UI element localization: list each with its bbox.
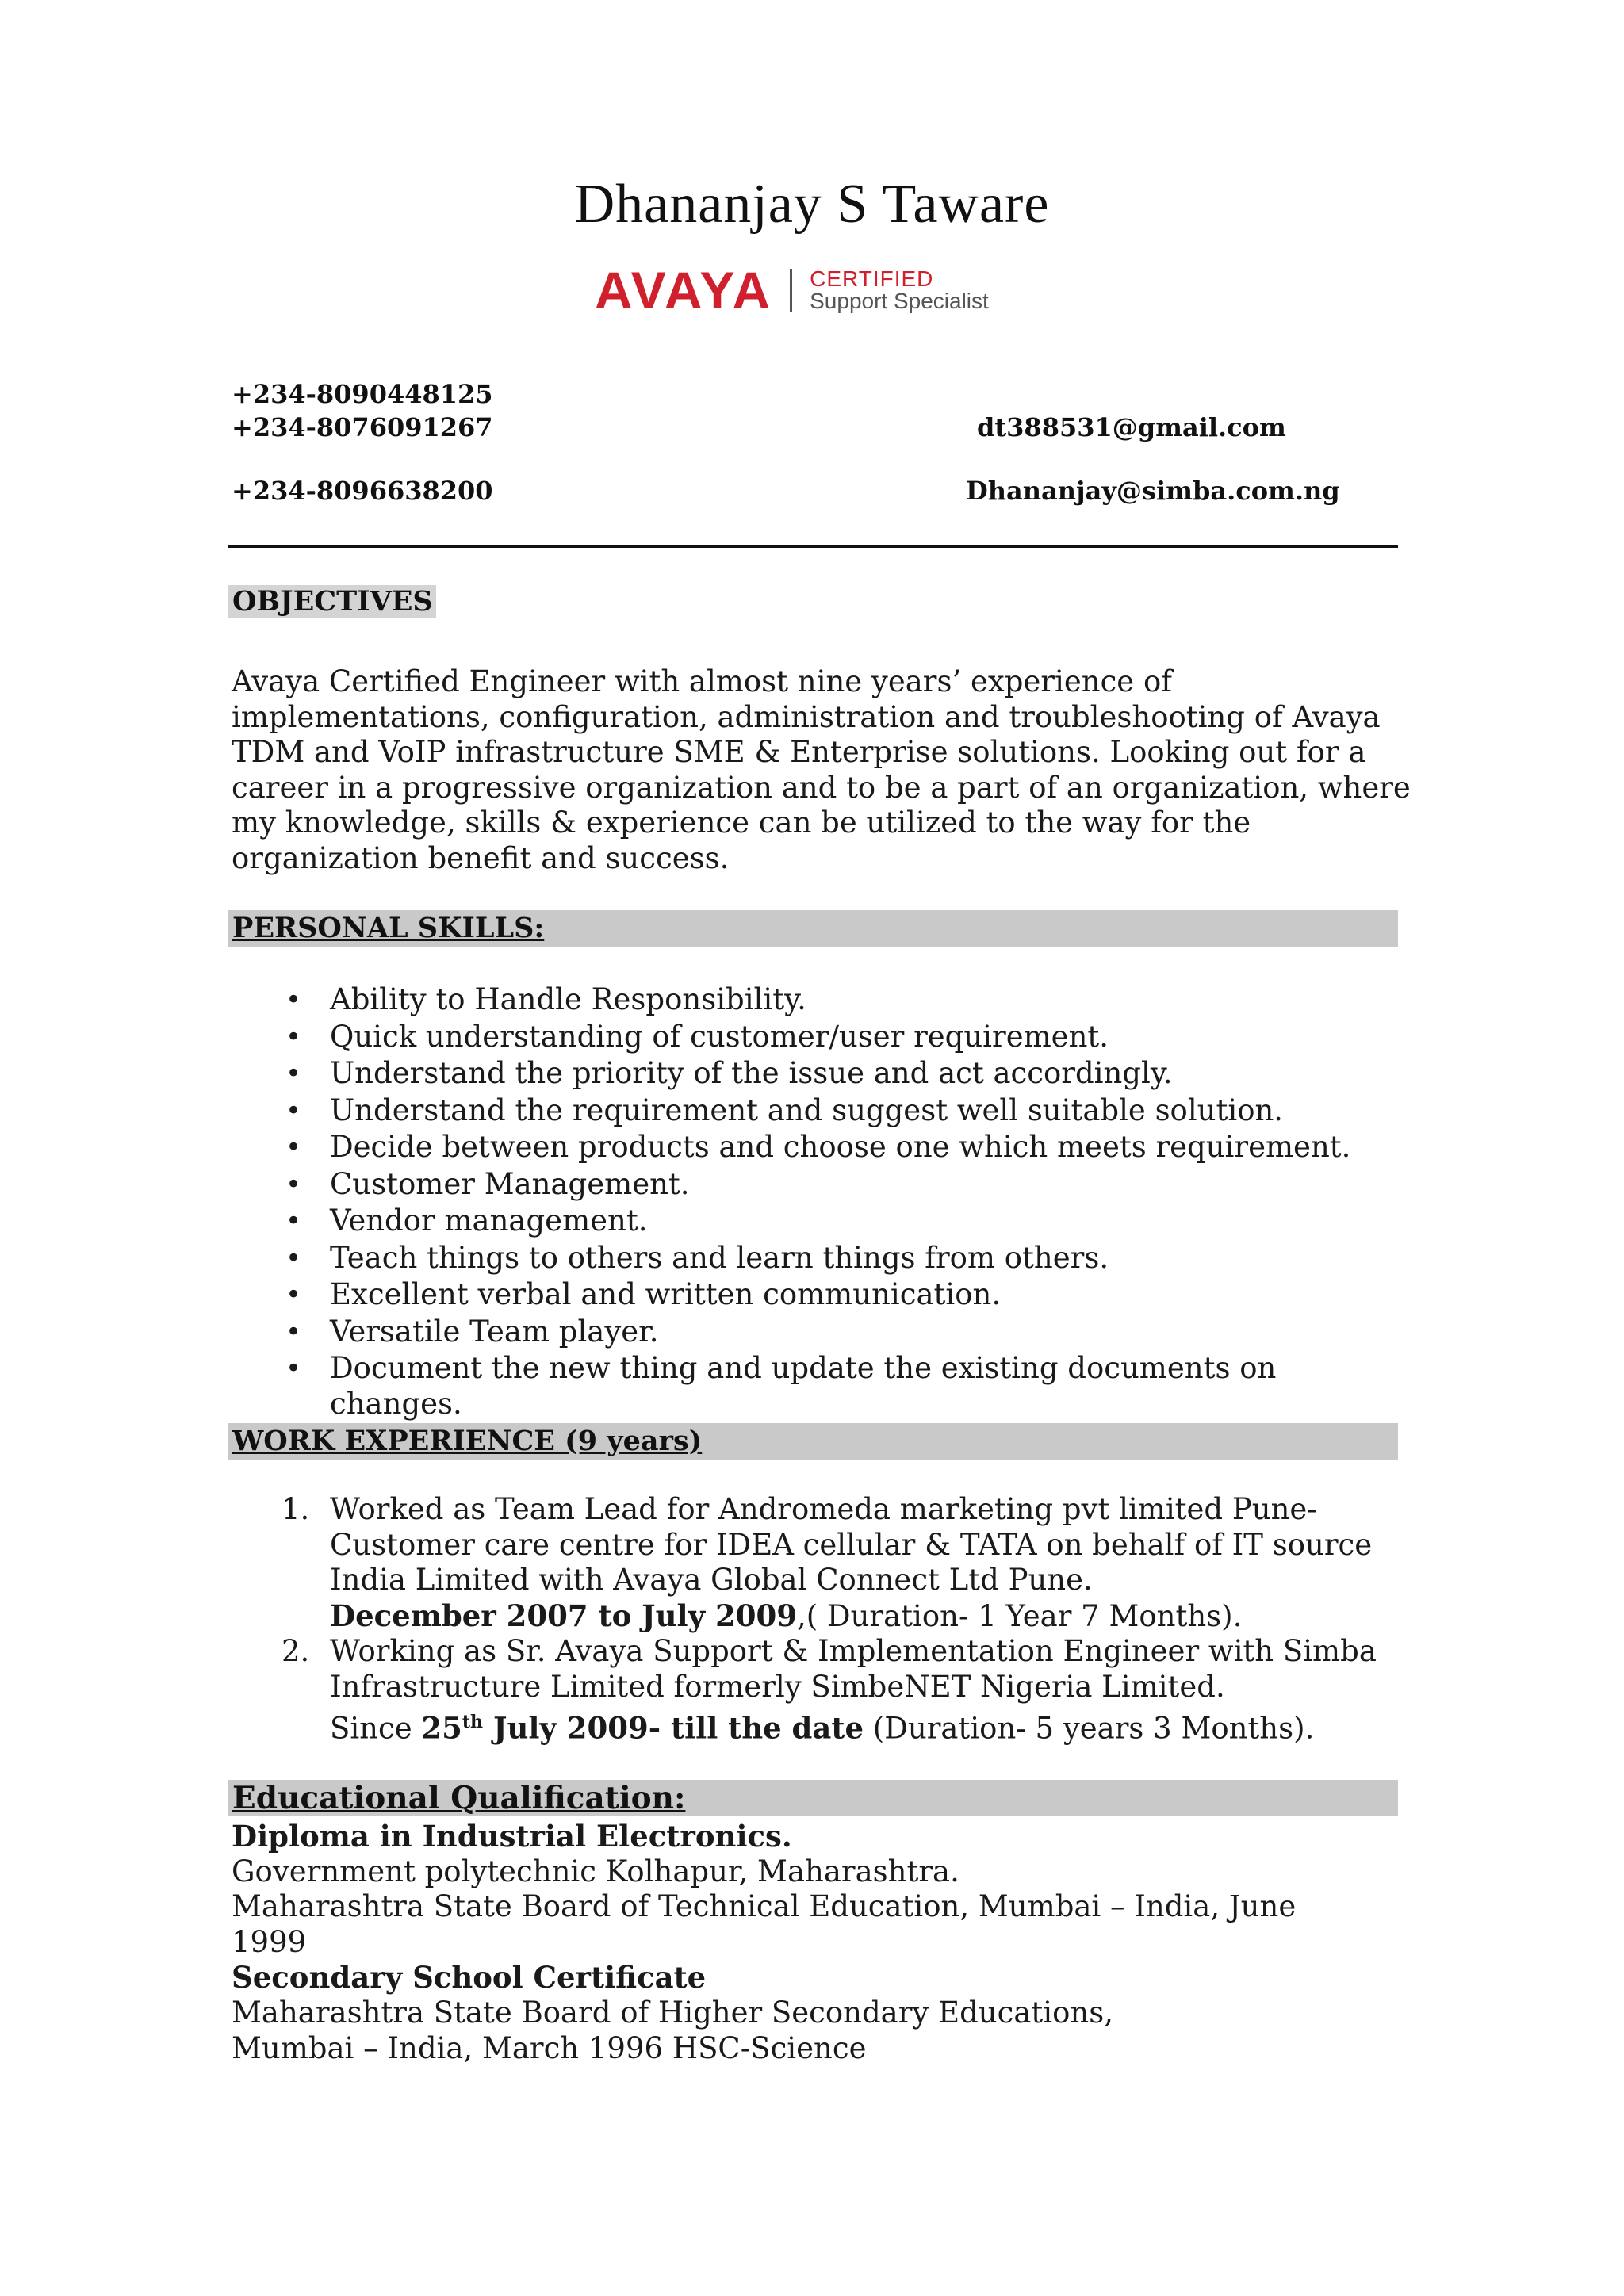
phone-3: +234-8096638200: [232, 476, 493, 506]
certification-label: [810, 268, 989, 312]
header-divider: [228, 545, 1398, 548]
logo-divider: [790, 269, 792, 312]
objectives-text: Avaya Certified Engineer with almost nine years’ experience of implementations, configuration, administration and troubleshooting of Avaya TDM and VoIP infrastructure SME & Enterprise solutions. Looking out for a career in a progressive organization and to be a part of an organization, where my knowledge, skills & experience can be utilized to the way for the organization benefit and success.: [232, 664, 1411, 875]
list-item: • Understand the priority of the issue and act accordingly.: [285, 1055, 1350, 1093]
support-specialist-text: Support Specialist: [810, 289, 989, 313]
email-simba[interactable]: Dhananjay@simba.com.ng: [966, 476, 1340, 506]
list-item: • Excellent verbal and written communication.: [285, 1276, 1350, 1314]
avaya-certified-logo: [595, 262, 989, 319]
list-item: • Ability to Handle Responsibility.: [285, 982, 1350, 1019]
list-item: • Decide between products and choose one which meets requirement.: [285, 1129, 1350, 1166]
list-item: • Quick understanding of customer/user requirement.: [285, 1019, 1350, 1056]
avaya-logo-wordmark: AVAYA: [595, 261, 773, 320]
phone-1: +234-8090448125: [232, 379, 493, 409]
list-item: • Versatile Team player.: [285, 1314, 1350, 1351]
list-item: • Document the new thing and update the existing documents on: [285, 1350, 1350, 1387]
candidate-name: Dhananjay S Taware: [574, 174, 1050, 235]
personal-skills-heading: PERSONAL SKILLS:: [228, 910, 1398, 947]
ssc-title: Secondary School Certificate: [232, 1960, 707, 1996]
list-item: • Vendor management.: [285, 1203, 1350, 1240]
list-item: • Teach things to others and learn things from others.: [285, 1240, 1350, 1277]
work-item: 2. Working as Sr. Avaya Support & Implementation Engineer with Simba Infrastructure Limited formerly SimbeNET Nigeria Limited. Since 25th July 2009- till the date (Duration- 5 years 3 Months).: [282, 1634, 1377, 1746]
work-item: 1. Worked as Team Lead for Andromeda marketing pvt limited Pune- Customer care centre for IDEA cellular & TATA on behalf of IT source India Limited with Avaya Global Connect Ltd Pune. December 2007 to July 2009,( Duration- 1 Year 7 Months).: [282, 1492, 1373, 1633]
objectives-heading: OBJECTIVES: [228, 584, 436, 620]
education-section: Diploma in Industrial Electronics. Government polytechnic Kolhapur, Maharashtra. Maharashtra State Board of Technical Education, Mumbai – India, June 1999 Secondary School Certificate Maharashtra State Board of Higher Secondary Educations, Mumbai – India, March 1996 HSC-Science: [232, 1819, 1297, 2065]
list-item: • Customer Management.: [285, 1166, 1350, 1203]
work-experience-heading: WORK EXPERIENCE (9 years): [228, 1423, 1398, 1460]
certified-text: CERTIFIED: [810, 266, 934, 291]
email-gmail[interactable]: dt388531@gmail.com: [977, 412, 1286, 442]
work-experience-list: [282, 1492, 1377, 1747]
skills-list: [285, 982, 1350, 1421]
education-heading: Educational Qualification:: [228, 1780, 1398, 1816]
list-item: • Understand the requirement and suggest well suitable solution.: [285, 1093, 1350, 1130]
list-item-continuation: changes.: [330, 1386, 462, 1421]
diploma-title: Diploma in Industrial Electronics.: [232, 1819, 792, 1854]
phone-2: +234-8076091267: [232, 412, 493, 442]
